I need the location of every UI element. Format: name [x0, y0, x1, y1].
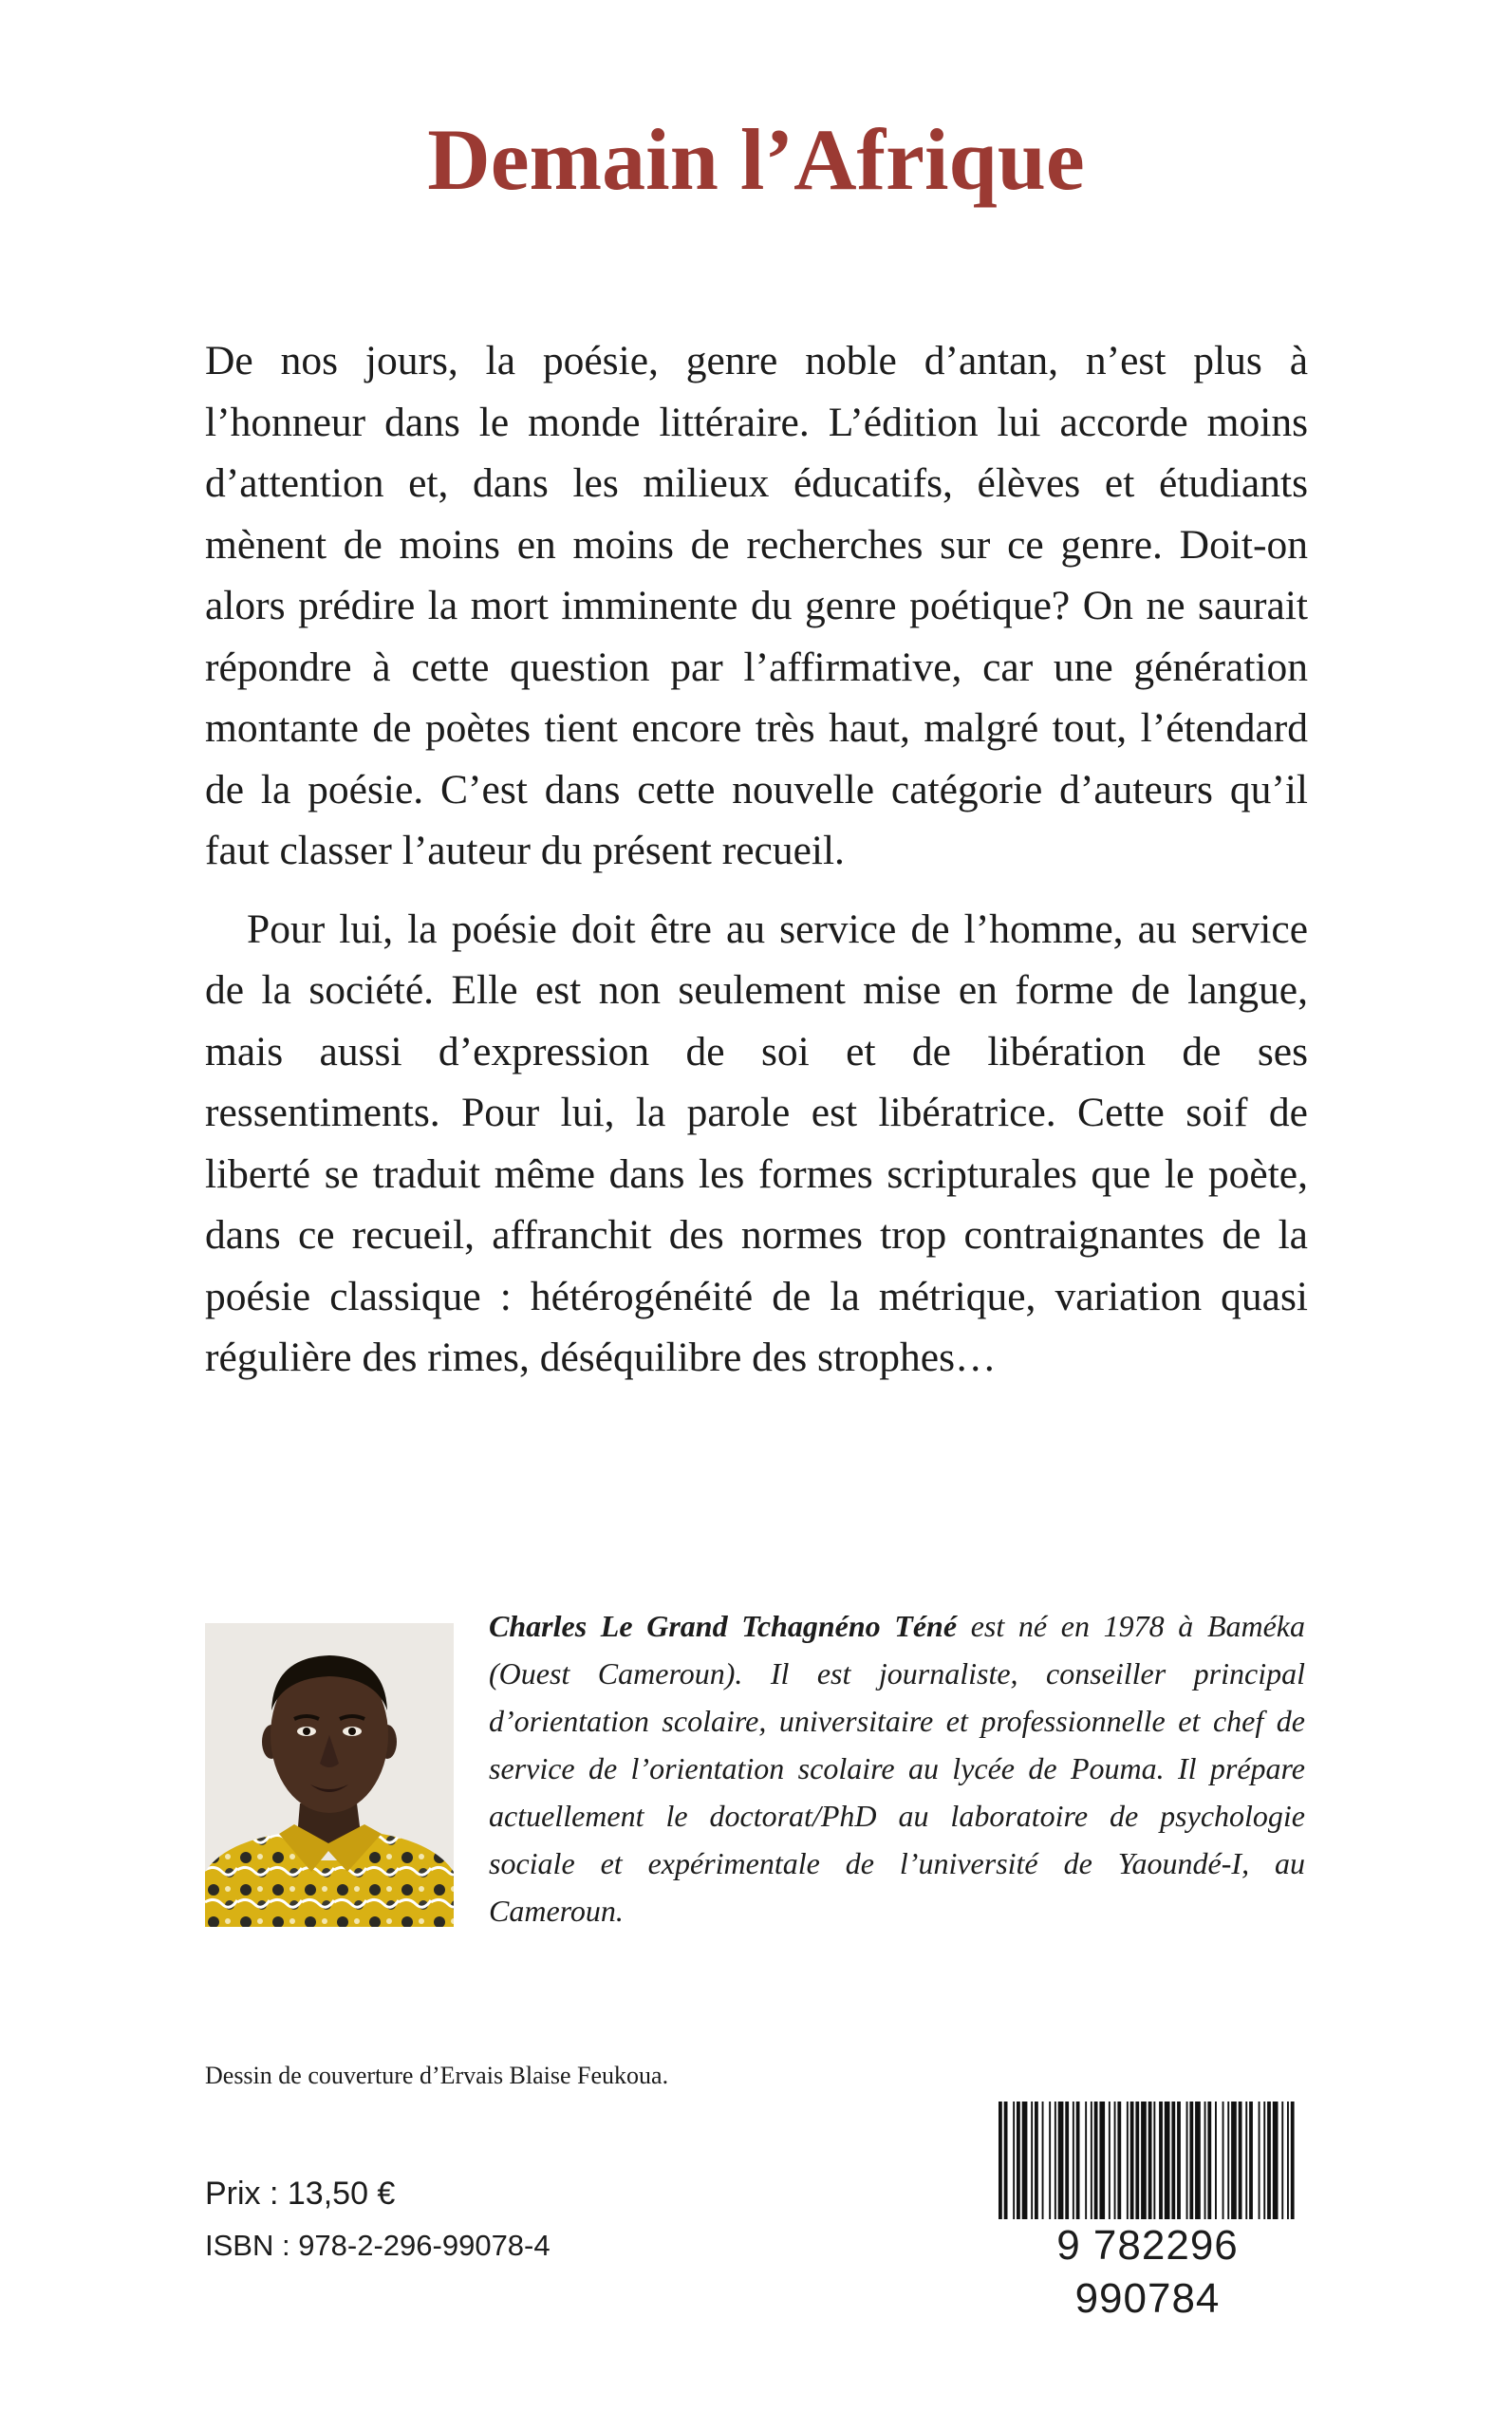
isbn-label: ISBN : 978-2-296-99078-4 [205, 2229, 551, 2262]
price-label: Prix : 13,50 € [205, 2176, 396, 2212]
barcode-digits: 9 782296 990784 [991, 2219, 1304, 2326]
blurb-paragraph-2: Pour lui, la poésie doit être au service de l’homme, au service de la société. Elle est non seulement mise en forme de langue, mais aussi d’expression de soi et de libération de ses ressentiments. Pour lui, la parole est libératrice. Cette soif de liberté se traduit même dans les formes scripturales que le poète, dans ce recueil, affranchit des normes trop contraignantes de la poésie classique : hétérogénéité de la métrique, variation quasi régulière des rimes, déséquilibre des strophes… [205, 906, 1308, 1380]
author-photo [205, 1623, 454, 1927]
blurb-paragraph-1: De nos jours, la poésie, genre noble d’antan, n’est plus à l’honneur dans le monde littéraire. L’édition lui accorde moins d’attention et, dans les milieux éducatifs, élèves et étudiants mènent de moins en moins de recherches sur ce genre. Doit-on alors prédire la mort imminente du genre poétique? On ne saurait répondre à cette question par l’affirmative, car une génération montante de poètes tient encore très haut, malgré tout, l’étendard de la poésie. C’est dans cette nouvelle catégorie d’auteurs qu’il faut classer l’auteur du présent recueil. [205, 338, 1308, 873]
book-title: Demain l’Afrique [427, 111, 1085, 208]
author-biography [489, 1602, 1305, 1934]
back-cover-blurb [205, 330, 1308, 1389]
author-bio-text: est né en 1978 à Baméka (Ouest Cameroun). Il est journaliste, conseiller principal d’orientation scolaire, universitaire et professionnelle et chef de service de l’orientation scolaire au lycée de Pouma. Il prépare actuellement le doctorat/PhD au laboratoire de psychologie sociale et expérimentale de l’université de Yaoundé-I, au Cameroun. [489, 1609, 1306, 1928]
cover-art-credit: Dessin de couverture d’Ervais Blaise Feukoua. [205, 2062, 669, 2089]
author-portrait-image [205, 1623, 454, 1927]
author-name: Charles Le Grand Tchagnéno Téné [489, 1609, 958, 1643]
